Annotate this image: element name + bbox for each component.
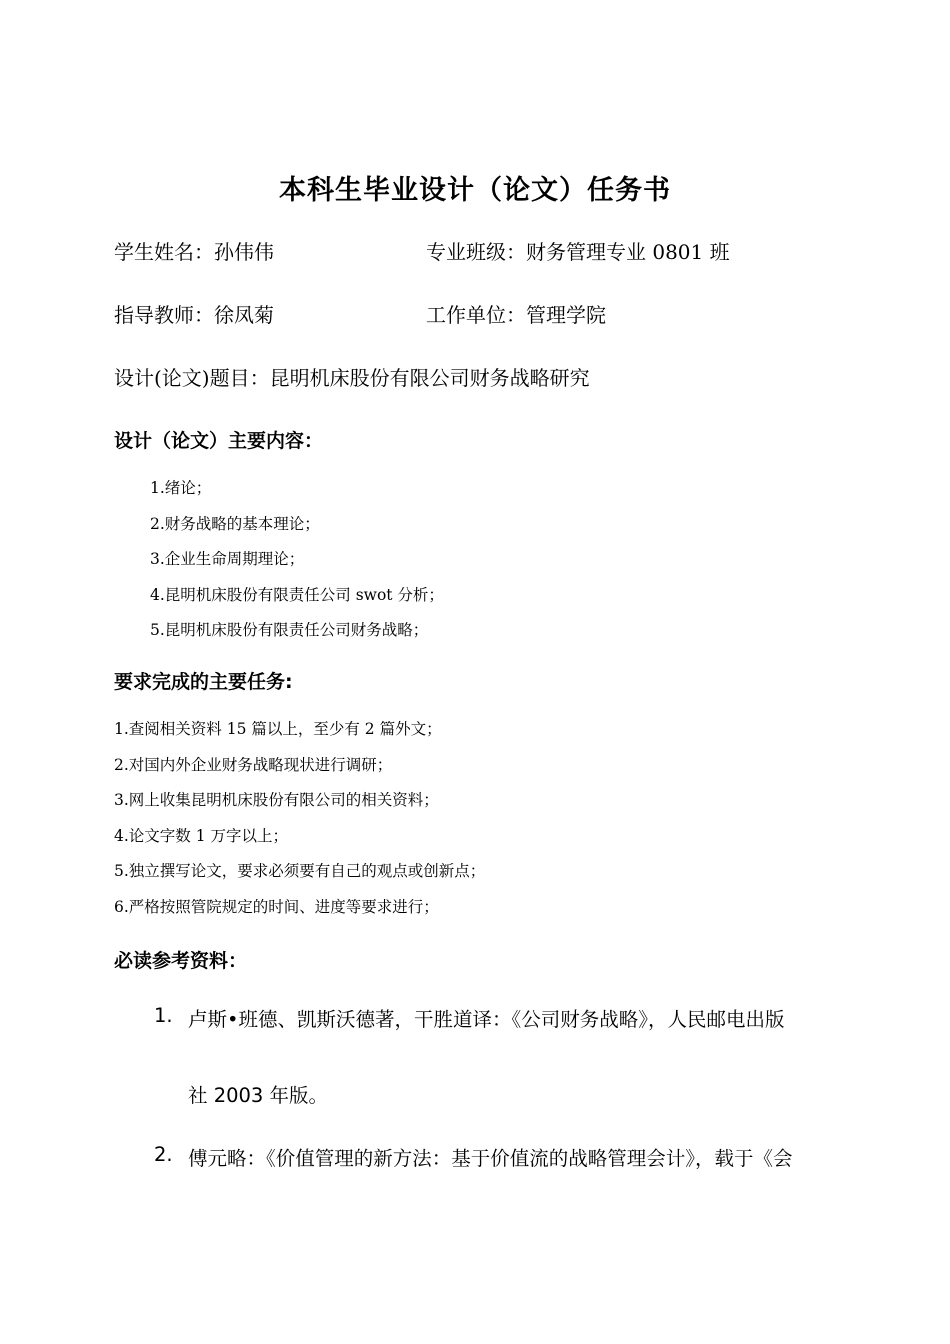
list-item: 4.论文字数 1 万字以上； (114, 826, 289, 845)
reference-text-continued: 社 2003 年版。 (188, 1084, 329, 1107)
advisor-name: 指导教师：徐凤菊 (114, 303, 274, 327)
student-name: 学生姓名：孙伟伟 (114, 240, 274, 264)
references-heading: 必读参考资料： (114, 950, 248, 972)
reference-text: 傅元略：《价值管理的新方法：基于价值流的战略管理会计》，载于《会 (188, 1147, 793, 1170)
main-tasks-list (114, 717, 485, 930)
list-item: 1.查阅相关资料 15 篇以上，至少有 2 篇外文； (114, 720, 442, 738)
reference-text: 卢斯•班德、凯斯沃德著，干胜道译：《公司财务战略》，人民邮电出版 (188, 1008, 785, 1031)
list-item: 2.对国内外企业财务战略现状进行调研； (114, 755, 393, 774)
list-item: 6.严格按照管院规定的时间、进度等要求进行； (114, 897, 439, 916)
work-unit: 工作单位：管理学院 (426, 303, 606, 327)
major-class: 专业班级：财务管理专业 0801 班 (426, 240, 730, 264)
main-tasks-heading: 要求完成的主要任务: (114, 671, 293, 693)
list-item: 2.财务战略的基本理论； (150, 514, 320, 533)
main-content-list (150, 476, 444, 654)
main-content-heading: 设计（论文）主要内容： (114, 430, 324, 452)
document-title: 本科生毕业设计（论文）任务书 (279, 175, 671, 206)
reference-number: 1. (154, 1004, 173, 1027)
reference-number: 2. (154, 1143, 173, 1166)
list-item: 3.网上收集昆明机床股份有限公司的相关资料； (114, 791, 439, 809)
list-item: 4.昆明机床股份有限责任公司 swot 分析； (150, 585, 444, 604)
list-item: 3.企业生命周期理论； (150, 550, 305, 568)
list-item: 1.绪论； (150, 479, 212, 497)
thesis-topic: 设计(论文)题目：昆明机床股份有限公司财务战略研究 (114, 366, 590, 390)
list-item: 5.昆明机床股份有限责任公司财务战略； (150, 621, 429, 639)
list-item: 5.独立撰写论文，要求必须要有自己的观点或创新点； (114, 862, 486, 880)
